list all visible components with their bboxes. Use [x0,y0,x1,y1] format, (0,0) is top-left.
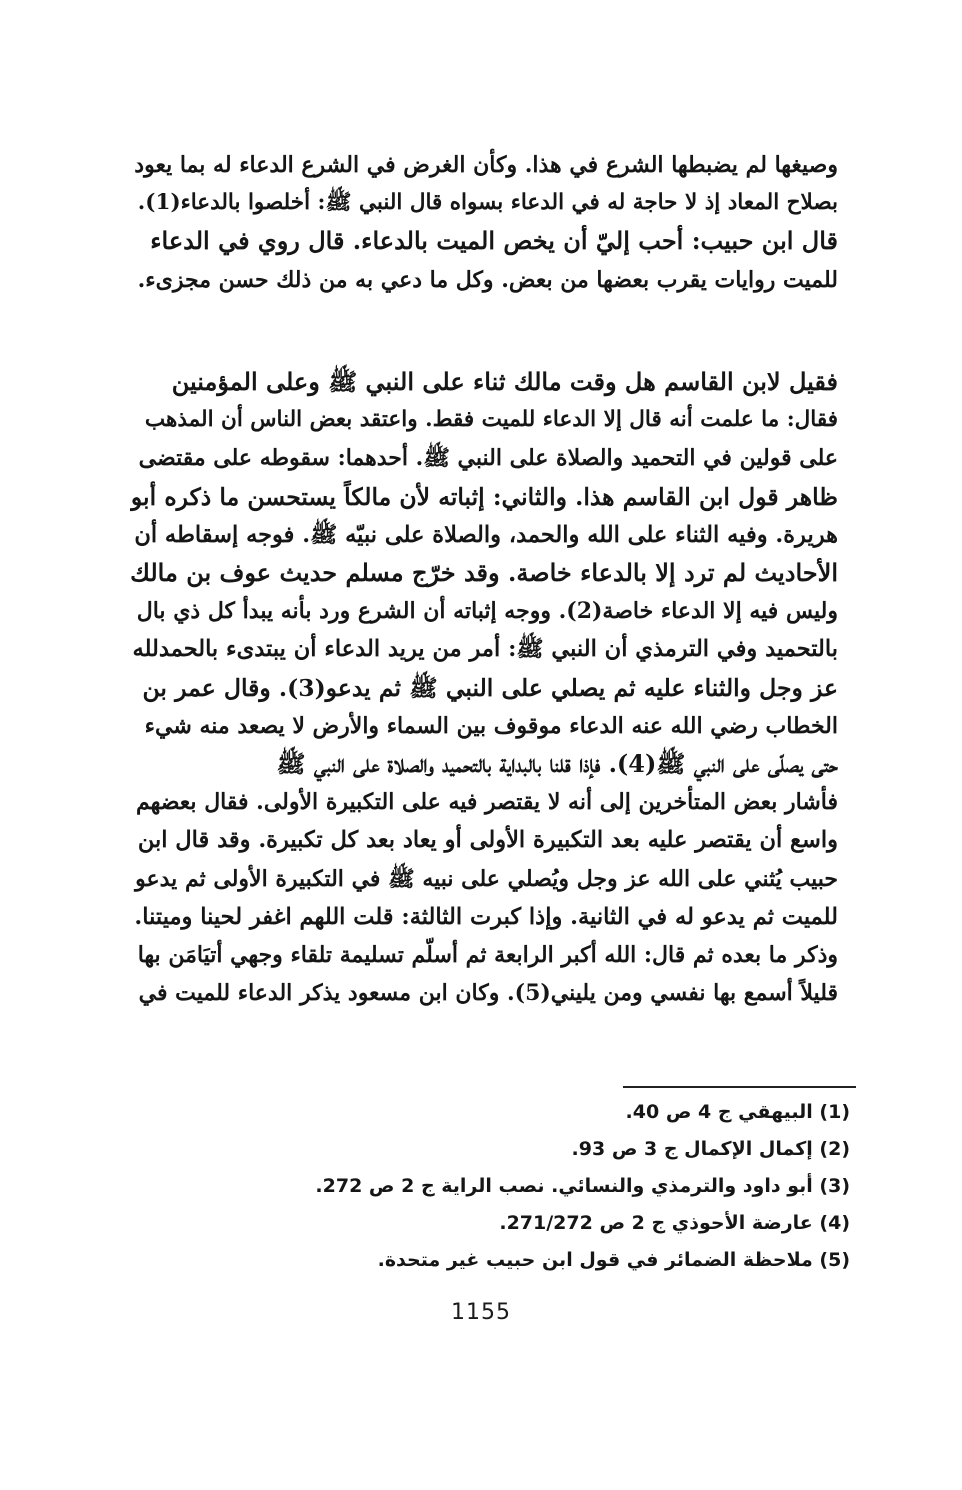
footnote-1: (1) البيهقي ج 4 ص 40. [625,1101,850,1123]
footnote-2: (2) إكمال الإكمال ج 3 ص 93. [571,1138,850,1160]
text-line: حبيب يُثني على الله عز وجل ويُصلي على نبيه ﷺ في التكبيرة الأولى ثم يدعو [135,865,838,892]
footnote-divider [623,1086,856,1088]
footnote-3: (3) أبو داود والترمذي والنسائي. نصب الراية ج 2 ص 272. [315,1175,850,1197]
paragraph-2 [130,363,838,1012]
text-line: على قولين في التحميد والصلاة على النبي ﷺ. أحدهما: سقوطه على مقتضى [138,445,838,472]
text-line: فقال: ما علمت أنه قال إلا الدعاء للميت فقط. واعتقد بعض الناس أن المذهب [144,407,838,433]
text-line: بالتحميد وفي الترمذي أن النبي ﷺ: أمر من يريد الدعاء أن يبتدىء بالحمدلله [132,636,838,663]
text-line: فقيل لابن القاسم هل وقت مالك ثناء على النبي ﷺ وعلى المؤمنين [171,367,838,396]
text-line: للميت روايات يقرب بعضها من بعض. وكل ما دعي به من ذلك حسن مجزىء. [137,266,838,293]
text-line: واسع أن يقتصر عليه بعد التكبيرة الأولى أو يعاد بعد كل تكبيرة. وقد قال ابن [137,827,838,854]
text-line: وصيغها لم يضبطها الشرع في هذا. وكأن الغرض في الشرع الدعاء له بما يعود [134,152,838,178]
text-line: فأشار بعض المتأخرين إلى أنه لا يقتصر فيه على التكبيرة الأولى. فقال بعضهم [135,789,838,816]
text-line: بصلاح المعاد إذ لا حاجة له في الدعاء بسواه قال النبي ﷺ: أخلصوا بالدعاء(1). [137,190,838,216]
text-line: قال ابن حبيب: أحب إليّ أن يخص الميت بالدعاء. قال روي في الدعاء [150,226,838,256]
text-line: وليس فيه إلا الدعاء خاصة(2). ووجه إثباته أن الشرع ورد بأنه يبدأ كل ذي بال [136,598,838,625]
footnote-4: (4) عارضة الأحوذي ج 2 ص 271/272. [499,1212,850,1234]
text-line: عز وجل والثناء عليه ثم يصلي على النبي ﷺ ثم يدعو(3). وقال عمر بن [142,673,838,702]
text-line: وذكر ما بعده ثم قال: الله أكبر الرابعة ثم أسلّم تسليمة تلقاء وجهي أتيَامَن بها [137,942,838,969]
page-number: 1155 [451,1300,511,1325]
text-line: الخطاب رضي الله عنه الدعاء موقوف بين السماء والأرض لا يصعد منه شيء [144,712,838,739]
text-line: هريرة. وفيه الثناء على الله والحمد، والصلاة على نبيّه ﷺ. فوجه إسقاطه أن [134,521,838,548]
text-line: قليلاً أسمع بها نفسي ومن يليني(5). وكان ابن مسعود يذكر الدعاء للميت في [138,980,838,1007]
text-line: ظاهر قول ابن القاسم هذا. والثاني: إثباته لأن مالكاً يستحسن ما ذكره أبو [130,482,838,511]
text-line: الأحاديث لم ترد إلا بالدعاء خاصة. وقد خرّج مسلم حديث عوف بن مالك [130,558,838,588]
footnotes [300,1094,850,1279]
paragraph-1 [130,146,838,299]
text-line: حتى يصلّى على النبي ﷺ(4). فإذا قلنا بالبداية بالتحميد والصلاة على النبي ﷺ [276,749,838,779]
text-line: للميت ثم يدعو له في الثانية. وإذا كبرت الثالثة: قلت اللهم اغفر لحينا وميتنا. [134,903,838,930]
footnote-5: (5) ملاحظة الضمائر في قول ابن حبيب غير متحدة. [377,1249,850,1271]
